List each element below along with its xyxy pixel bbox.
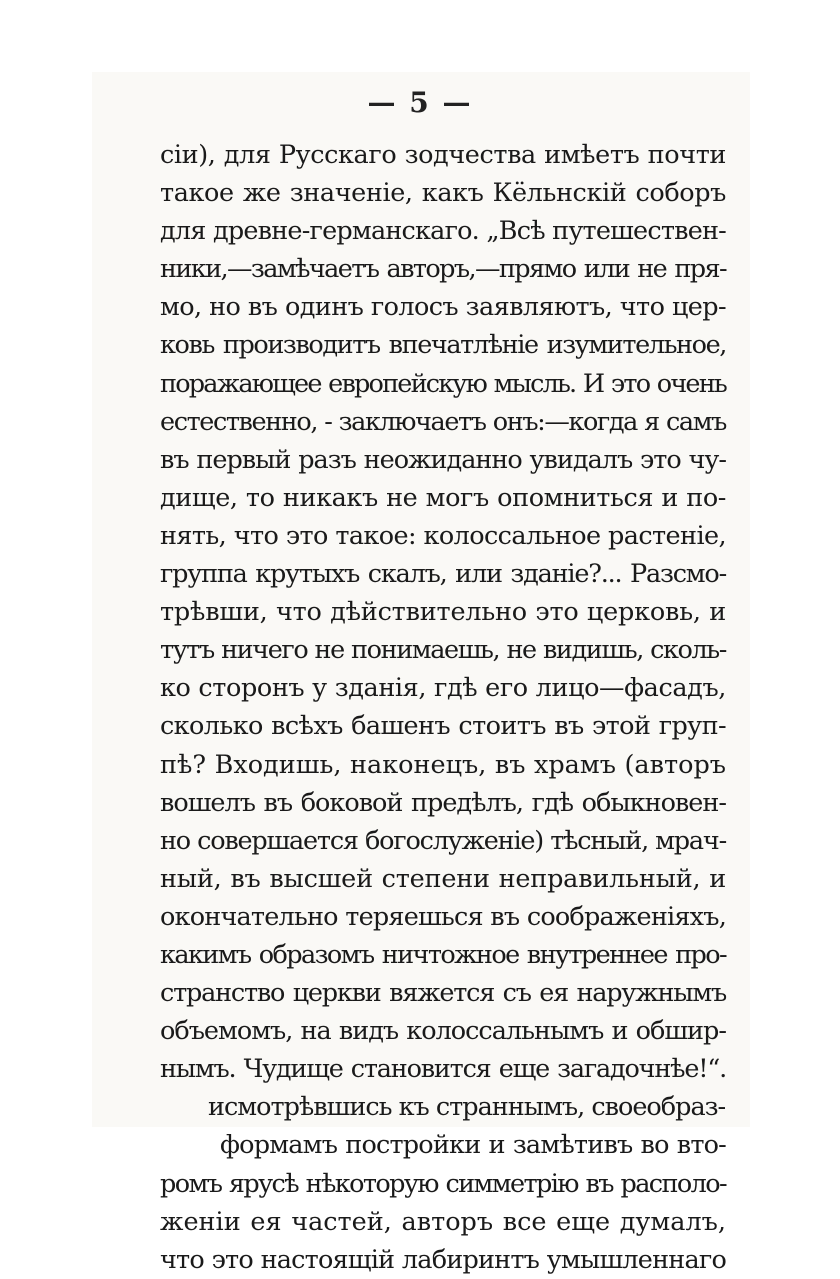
text-line: естественно, - заключаетъ онъ:—когда я самъ	[160, 406, 726, 437]
text-line: ко сторонъ у зданія, гдѣ его лицо—фасадъ,	[160, 673, 726, 704]
text-line: женіи ея частей, авторъ все еще думалъ,	[160, 1206, 726, 1237]
page-number: — 5 —	[367, 86, 473, 119]
text-line: какимъ образомъ ничтожное внутреннее про-	[160, 939, 726, 970]
body-text	[160, 136, 726, 1279]
text-line: пѣ? Входишь, наконецъ, въ храмъ (авторъ	[160, 749, 726, 780]
text-line: сколько всѣхъ башенъ стоитъ въ этой груп-	[160, 711, 726, 742]
text-line: ники,—замѣчаетъ авторъ,—прямо или не пря-	[160, 254, 726, 285]
text-line: поражающее европейскую мысль. И это очень	[160, 368, 726, 399]
text-line: въ первый разъ неожиданно увидалъ это чу-	[160, 444, 726, 475]
text-line: нять, что это такое: колоссальное растеніе,	[160, 520, 726, 551]
text-line: формамъ постройки и замѣтивъ во вто-	[220, 1130, 726, 1161]
text-line: мо, но въ одинъ голосъ заявляютъ, что цер-	[160, 292, 726, 323]
text-line: окончательно теряешься въ соображеніяхъ,	[160, 901, 726, 932]
text-line: ромъ ярусѣ нѣкоторую симметрію въ располо-	[160, 1168, 726, 1199]
text-line: трѣвши, что дѣйствительно это церковь, и	[160, 597, 726, 628]
text-line: объемомъ, на видъ колоссальнымъ и обшир-	[160, 1016, 726, 1047]
text-line: что это настоящій лабиринтъ умышленнаго	[160, 1244, 726, 1275]
text-line: вошелъ въ боковой предѣлъ, гдѣ обыкновен-	[160, 787, 726, 818]
text-line: но совершается богослуженіе) тѣсный, мрач-	[160, 825, 726, 856]
text-line: сіи), для Русскаго зодчества имѣетъ почти	[160, 140, 726, 170]
text-line: такое же значеніе, какъ Кёльнскій соборъ	[160, 178, 726, 209]
text-line: исмотрѣвшись къ страннымъ, своеобраз-	[208, 1092, 726, 1123]
text-line: для древне-германскаго. „Всѣ путешествен-	[160, 216, 726, 247]
text-line: ковь производитъ впечатлѣніе изумительное,	[160, 330, 726, 361]
text-line: странство церкви вяжется съ ея наружнымъ	[160, 978, 726, 1009]
text-line: группа крутыхъ скалъ, или зданіе?... Разсмо-	[160, 559, 726, 590]
text-line: ный, въ высшей степени неправильный, и	[160, 863, 726, 894]
text-line: нымъ. Чудище становится еще загадочнѣе!“.	[160, 1054, 726, 1085]
text-line: дище, то никакъ не могъ опомниться и по-	[160, 482, 726, 513]
text-line: тутъ ничего не понимаешь, не видишь, сколь-	[160, 635, 726, 666]
